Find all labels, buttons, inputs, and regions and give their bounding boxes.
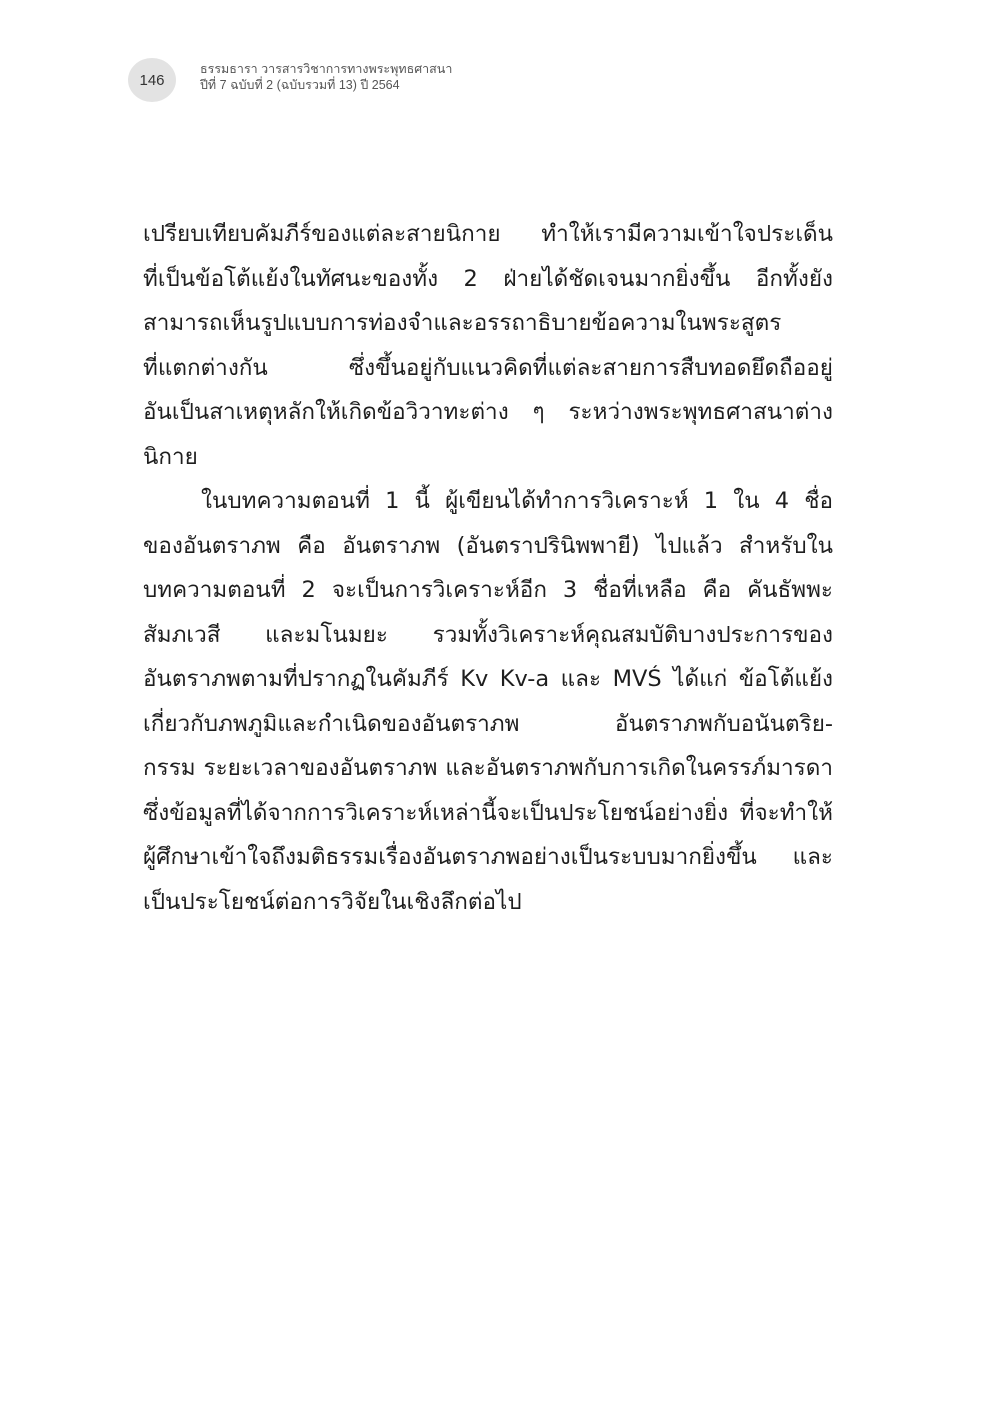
text-line: เกี่ยวกับภพภูมิและกำเนิดของอันตราภพ อันตราภพกับอนันตริย- bbox=[143, 710, 833, 737]
text-line: เป็นประโยชน์ต่อการวิจัยในเชิงลึกต่อไป bbox=[143, 888, 522, 915]
text-line: ที่แตกต่างกัน ซึ่งขึ้นอยู่กับแนวคิดที่แต่ละสายการสืบทอดยึดถืออยู่ bbox=[143, 354, 833, 381]
text-line: นิกาย bbox=[143, 443, 198, 470]
page-number-text: 146 bbox=[139, 71, 165, 89]
body-text bbox=[143, 212, 833, 924]
text-line: ผู้ศึกษาเข้าใจถึงมติธรรมเรื่องอันตราภพอย่างเป็นระบบมากยิ่งขึ้น และ bbox=[143, 844, 833, 870]
text-line: ซึ่งข้อมูลที่ได้จากการวิเคราะห์เหล่านี้จะเป็นประโยชน์อย่างยิ่ง ที่จะทำให้ bbox=[143, 799, 833, 826]
text-line: กรรม ระยะเวลาของอันตราภพ และอันตราภพกับการเกิดในครรภ์มารดา bbox=[143, 755, 833, 781]
text-line: ของอันตราภพ คือ อันตราภพ (อันตราปรินิพพายี) ไปแล้ว สำหรับใน bbox=[143, 532, 833, 559]
text-line: สามารถเห็นรูปแบบการท่องจำและอรรถาธิบายข้อความในพระสูตร bbox=[143, 310, 782, 336]
text-line: เปรียบเทียบคัมภีร์ของแต่ละสายนิกาย ทำให้เรามีความเข้าใจประเด็น bbox=[143, 221, 833, 247]
text-line: อันตราภพตามที่ปรากฏในคัมภีร์ Kv Kv-a และ MVŚ ได้แก่ ข้อโต้แย้ง bbox=[143, 666, 833, 692]
text-line: บทความตอนที่ 2 จะเป็นการวิเคราะห์อีก 3 ชื่อที่เหลือ คือ คันธัพพะ bbox=[143, 577, 833, 603]
running-header bbox=[200, 61, 452, 93]
journal-title: ธรรมธารา วารสารวิชาการทางพระพุทธศาสนา bbox=[200, 62, 453, 76]
issue-info: ปีที่ 7 ฉบับที่ 2 (ฉบับรวมที่ 13) ปี 2564 bbox=[200, 78, 400, 92]
page-number bbox=[128, 58, 176, 102]
paragraph-2 bbox=[143, 479, 833, 924]
paragraph-1 bbox=[143, 212, 833, 479]
text-line: ที่เป็นข้อโต้แย้งในทัศนะของทั้ง 2 ฝ่ายได้ชัดเจนมากยิ่งขึ้น อีกทั้งยัง bbox=[143, 265, 833, 292]
text-line: สัมภเวสี และมโนมยะ รวมทั้งวิเคราะห์คุณสมบัติบางประการของ bbox=[143, 621, 833, 648]
text-line: ในบทความตอนที่ 1 นี้ ผู้เขียนได้ทำการวิเคราะห์ 1 ใน 4 ชื่อ bbox=[201, 488, 833, 514]
text-line: อันเป็นสาเหตุหลักให้เกิดข้อวิวาทะต่าง ๆ ระหว่างพระพุทธศาสนาต่าง bbox=[143, 399, 833, 425]
